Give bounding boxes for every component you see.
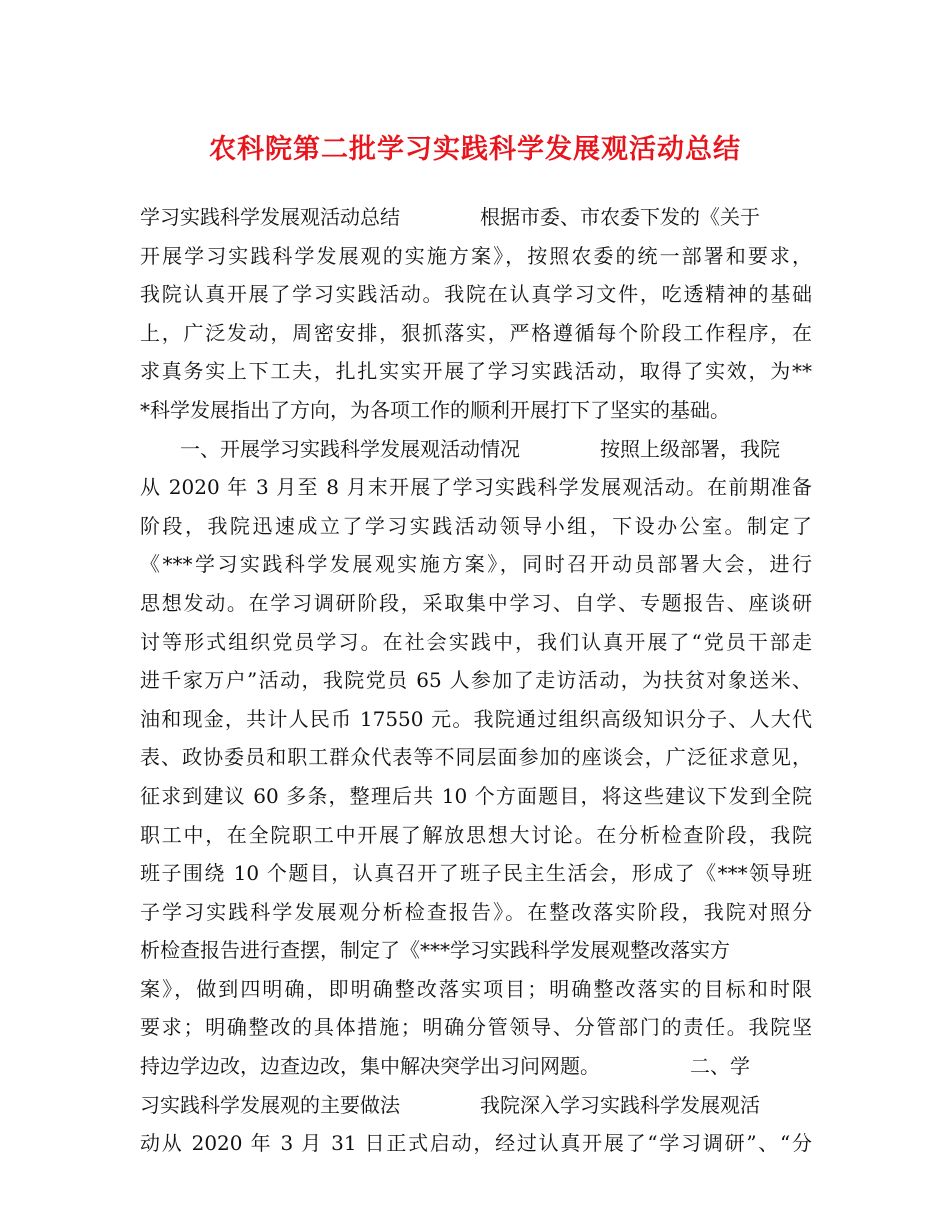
paragraph-line: 进千家万户”活动，我院党员 65 人参加了走访活动，为扶贫对象送米、 — [140, 668, 812, 693]
paragraph-line: 动从 2020 年 3 月 31 日正式启动，经过认真开展了“学习调研”、“分 — [140, 1131, 812, 1156]
paragraph-line: 习实践科学发展观的主要做法 我院深入学习实践科学发展观活 — [140, 1092, 760, 1117]
paragraph-line: 一、开展学习实践科学发展观活动情况 按照上级部署，我院 — [140, 436, 780, 461]
paragraph-line: 征求到建议 60 多条，整理后共 10 个方面题目，将这些建议下发到全院 — [140, 783, 812, 808]
paragraph-line: 持边学边改，边查边改，集中解决突学出习问网题。 二、学 — [140, 1054, 750, 1079]
paragraph-line: *科学发展指出了方向，为各项工作的顺利开展打下了坚实的基础。 — [140, 397, 730, 422]
paragraph-line: 案》，做到四明确，即明确整改落实项目；明确整改落实的目标和时限 — [140, 976, 812, 1001]
document-body — [140, 198, 812, 1163]
paragraph-line: 阶段，我院迅速成立了学习实践活动领导小组，下设办公室。制定了 — [140, 513, 812, 538]
document-title: 农科院第二批学习实践科学发展观活动总结 — [209, 134, 741, 165]
paragraph-line: 求真务实上下工夫，扎扎实实开展了学习实践活动，取得了实效，为** — [140, 359, 812, 384]
paragraph-line: 我院认真开展了学习实践活动。我院在认真学习文件，吃透精神的基础 — [140, 282, 812, 307]
paragraph-line: 上，广泛发动，周密安排，狠抓落实，严格遵循每个阶段工作程序，在 — [140, 320, 812, 345]
paragraph-line: 要求；明确整改的具体措施；明确分管领导、分管部门的责任。我院坚 — [140, 1015, 812, 1040]
paragraph-line: 讨等形式组织党员学习。在社会实践中，我们认真开展了“党员干部走 — [140, 629, 812, 654]
paragraph-line: 学习实践科学发展观活动总结 根据市委、市农委下发的《关于 — [140, 205, 760, 229]
paragraph-line: 开展学习实践科学发展观的实施方案》，按照农委的统一部署和要求， — [140, 243, 812, 268]
paragraph-line: 子学习实践科学发展观分析检查报告》。在整改落实阶段，我院对照分 — [140, 899, 812, 924]
paragraph-line: 析检查报告进行查摆，制定了《***学习实践科学发展观整改落实方 — [140, 938, 730, 963]
paragraph-line: 职工中，在全院职工中开展了解放思想大讨论。在分析检查阶段，我院 — [140, 822, 812, 847]
paragraph-line: 从 2020 年 3 月至 8 月末开展了学习实践科学发展观活动。在前期准备 — [140, 475, 812, 500]
paragraph-line: 表、政协委员和职工群众代表等不同层面参加的座谈会，广泛征求意见， — [140, 745, 812, 770]
paragraph-line: 班子围绕 10 个题目，认真召开了班子民主生活会，形成了《***领导班 — [140, 861, 812, 886]
paragraph-line: 油和现金，共计人民币 17550 元。我院通过组织高级知识分子、人大代 — [140, 706, 812, 731]
paragraph-line: 思想发动。在学习调研阶段，采取集中学习、自学、专题报告、座谈研 — [140, 590, 812, 615]
paragraph-line: 《***学习实践科学发展观实施方案》，同时召开动员部署大会，进行 — [140, 552, 812, 577]
